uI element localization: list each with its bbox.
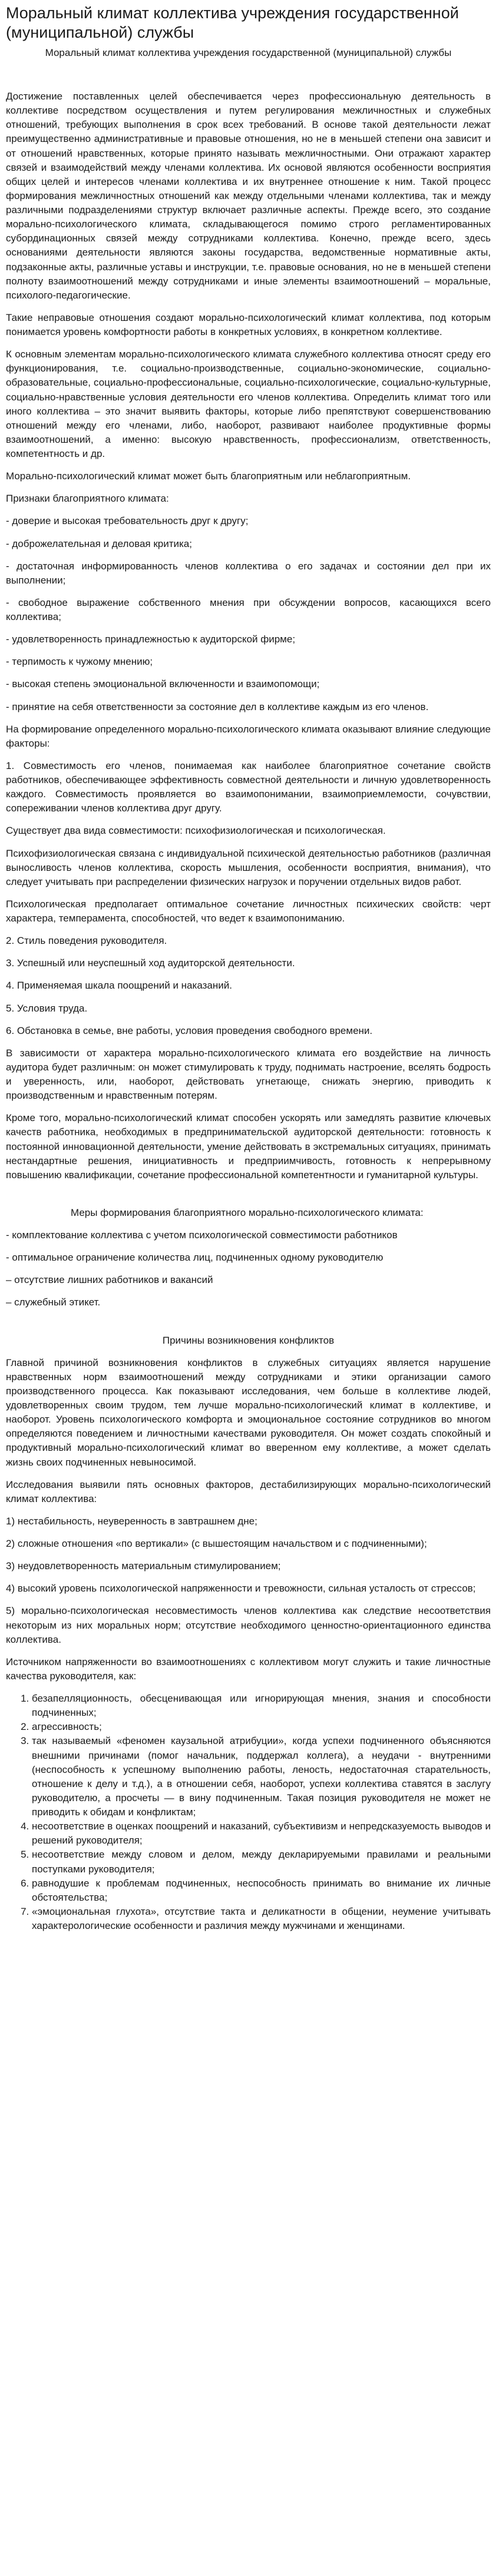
dependence-paragraph: В зависимости от характера морально-психологического климата его воздействие на личность аудитора будет различным: он может стимулировать к труду, поднимать настроение, вселять бодрость и уверенность, или, наоборот, действовать угнетающе, снижать энергию, приводить к производственным и нравственным потерям. [6, 1047, 491, 1102]
destab-item: 1) нестабильность, неуверенность в завтрашнем дне; [6, 1515, 257, 1527]
intro-paragraph: Достижение поставленных целей обеспечивается через профессиональную деятельность в коллективе посредством осуществления и путем регулирования межличностных и служебных отношений, требующих выполнения в срок всех требований. В основе такой деятельности лежат преимущественно административные и правовые отношения, но не в меньшей степени она зависит и от отношений нравственных, которые принято называть межличностными. Они отражают характер связей и взаимодействий между членами коллектива. Их основой являются особенности восприятия общих целей и интересов членами коллектива и их внутреннее отношение к ним. Такой процесс формирования межличностных отношений как между отдельными членами коллектива, так и между различными подразделениями структур включает различные аспекты. Прежде всего, это создание морально-психологического климата, складывающегося помимо строго регламентированных субординационных связей между сотрудниками коллектива. Конечно, прежде всего, здесь основаниями деятельности являются законы государства, ведомственные нормативные акты, подзаконные акты, различные уставы и инструкции, т.е. правовые основания, но не в меньшей степени полноту взаимоотношений между сотрудниками и иные элементы взаимоотношений – моральные, психолого-педагогические. [6, 91, 491, 301]
sign-item: - удовлетворенность принадлежностью к аудиторской фирме; [6, 634, 296, 645]
intro-paragraph: К основным элементам морально-психологического климата служебного коллектива относят среду его функционирования, т.е. социально-производственные, социально-экономические, социально-образовательные, социально-профессиональные, социально-психологические, социально-культурные, социально-нравственные условия деятельности его членов коллектива. Определить климат того или иного коллектива – это значит выявить факторы, которые либо препятствуют совершенствованию отношений между его членами, либо, наоборот, развивают наиболее продуктивные формы взаимоотношений, а именно: высокую нравственность, профессионализм, ответственность, компетентность и др. [6, 349, 491, 459]
besides-paragraph: Кроме того, морально-психологический климат способен ускорять или замедлять развитие ключевых качеств работника, необходимых в предпринимательской аудиторской деятельности: готовность к постоянной инновационной деятельности, умение действовать в экстремальных ситуациях, принимать нестандартные решения, инициативность и предприимчивость, готовность к непрерывному повышению квалификации, сочетание профессиональной компетентности и гуманитарной культуры. [6, 1112, 491, 1181]
sign-item: - доверие и высокая требовательность друг к другу; [6, 515, 249, 527]
factor-item: 2. Стиль поведения руководителя. [6, 935, 167, 947]
list-item: 7. «эмоциональная глухота», отсутствие такта и деликатности в общении, неумение учитывать характерологические особенности и различия между мужчинами и женщинами. [32, 1905, 491, 1933]
sign-item: - достаточная информированность членов коллектива о его задачах и состоянии дел при их выполнении; [6, 560, 491, 586]
sign-item: - терпимость к чужому мнению; [6, 656, 153, 668]
measure-item: – служебный этикет. [6, 1297, 101, 1308]
tension-lead: Источником напряженности во взаимоотношениях с коллективом могут служить и такие личностные качества руководителя, как: [6, 1656, 491, 1682]
compat-types-paragraph: Существует два вида совместимости: психофизиологическая и психологическая. [6, 825, 386, 837]
causes-heading: Причины возникновения конфликтов [162, 1334, 335, 1346]
destab-item: 4) высокий уровень психологической напряженности и тревожности, сильная усталость от стрессов; [6, 1583, 476, 1594]
measure-item: - оптимальное ограничение количества лиц, подчиненных одному руководителю [6, 1252, 384, 1264]
causes-paragraph: Главной причиной возникновения конфликтов в служебных ситуациях является нарушение нравственных норм взаимоотношений между сотрудниками и этики организации самого производственного процесса. Как показывают исследования, чем больше в коллективе людей, удовлетворенных своим трудом, тем лучше морально-психологический климат в коллективе, и наоборот. Уровень психологического комфорта и эмоциональное состояние сотрудников во многом определяются поведением и личностными качествами руководителя. Он может создать спокойный и продуктивный морально-психологический климат во вверенном ему коллективе, а может сделать жизнь своих подчиненных невыносимой. [6, 1357, 491, 1468]
list-item: 6. равнодушие к проблемам подчиненных, неспособность принимать во внимание их личные обстоятельства; [32, 1877, 491, 1905]
measures-heading: Меры формирования благоприятного морально-психологического климата: [71, 1206, 424, 1218]
sign-item: - свободное выражение собственного мнения при обсуждении вопросов, касающихся всего коллектива; [6, 596, 491, 622]
factor-item: 3. Успешный или неуспешный ход аудиторской деятельности. [6, 957, 295, 969]
sign-item: - принятие на себя ответственности за состояние дел в коллективе каждым из его членов. [6, 701, 429, 712]
factors-lead: На формирование определенного морально-психологического климата оказывают влияние следующие факторы: [6, 723, 491, 749]
factor-item: 6. Обстановка в семье, вне работы, условия проведения свободного времени. [6, 1025, 373, 1036]
intro-paragraph: Такие неправовые отношения создают морально-психологический климат коллектива, под которым понимается уровень комфортности работы в конкретных условиях, в конкретном коллективе. [6, 311, 491, 337]
sign-item: - высокая степень эмоциональной включенности и взаимопомощи; [6, 678, 320, 690]
destab-lead: Исследования выявили пять основных факторов, дестабилизирующих морально-психологический климат коллектива: [6, 1478, 491, 1504]
measure-item: - комплектование коллектива с учетом психологической совместимости работников [6, 1229, 398, 1241]
subtitle: Моральный климат коллектива учреждения государственной (муниципальной) службы [45, 47, 452, 58]
signs-heading: Признаки благоприятного климата: [6, 493, 169, 505]
sign-item: - доброжелательная и деловая критика; [6, 538, 192, 549]
list-item: 5. несоответствие между словом и делом, между декларируемыми правилами и реальными поступками руководителя; [32, 1848, 491, 1876]
measure-item: – отсутствие лишних работников и вакансий [6, 1274, 213, 1286]
destab-item: 2) сложные отношения «по вертикали» (с вышестоящим начальством и с подчиненными); [6, 1538, 427, 1549]
factor-item: 5. Условия труда. [6, 1002, 88, 1014]
destab-item: 5) морально-психологическая несовместимость членов коллектива как следствие несоответствия некоторым из них моральных норм; отсутствие необходимого ценностно-ориентационного единства коллектива. [6, 1605, 491, 1645]
psych-paragraph: Психологическая предполагает оптимальное сочетание личностных психических свойств: черт характера, темперамента, способностей, что ведет к взаимопониманию. [6, 898, 491, 924]
page-title: Моральный климат коллектива учреждения государственной (муниципальной) службы [6, 4, 459, 41]
tension-list [6, 1692, 491, 1933]
list-item: 4. несоответствие в оценках поощрений и наказаний, субъективизм и непредсказуемость выводов и решений руководителя; [32, 1819, 491, 1848]
factor-item: 1. Совместимость его членов, понимаемая как наиболее благоприятное сочетание свойств работников, обеспечивающее эффективность совместной деятельности и личную удовлетворенность каждого. Совместимость проявляется во взаимопонимании, взаимоприемлемости, сочувствии, сопереживании членов коллектива друг другу. [6, 760, 491, 814]
list-item: 3. так называемый «феномен каузальной атрибуции», когда успехи подчиненного объясняются внешними причинами (помог начальник, поддержал коллега), а неудачи - внутренними (неспособность к успешному выполнению работы, леность, недостаточная старательность, отношение к делу и т.д.), а в отношении себя, наоборот, успехи коллектива ставятся в заслугу руководителю, а просчеты — в вину подчиненным. Такая позиция руководителя не может не приводить к обидам и конфликтам; [32, 1734, 491, 1819]
climate-types-paragraph: Морально-психологический климат может быть благоприятным или неблагоприятным. [6, 470, 411, 482]
list-item: 2. агрессивность; [32, 1720, 491, 1734]
psychophys-paragraph: Психофизиологическая связана с индивидуальной психической деятельностью работников (различная выносливость членов коллектива, скорость мышления, особенности восприятия, внимания), что следует учитывать при распределении физических нагрузок и поручении отдельных видов работ. [6, 847, 491, 887]
destab-item: 3) неудовлетворенность материальным стимулированием; [6, 1560, 281, 1572]
list-item: 1. безапелляционность, обесценивающая или игнорирующая мнения, знания и способности подчиненных; [32, 1692, 491, 1720]
factor-item: 4. Применяемая шкала поощрений и наказаний. [6, 980, 232, 992]
